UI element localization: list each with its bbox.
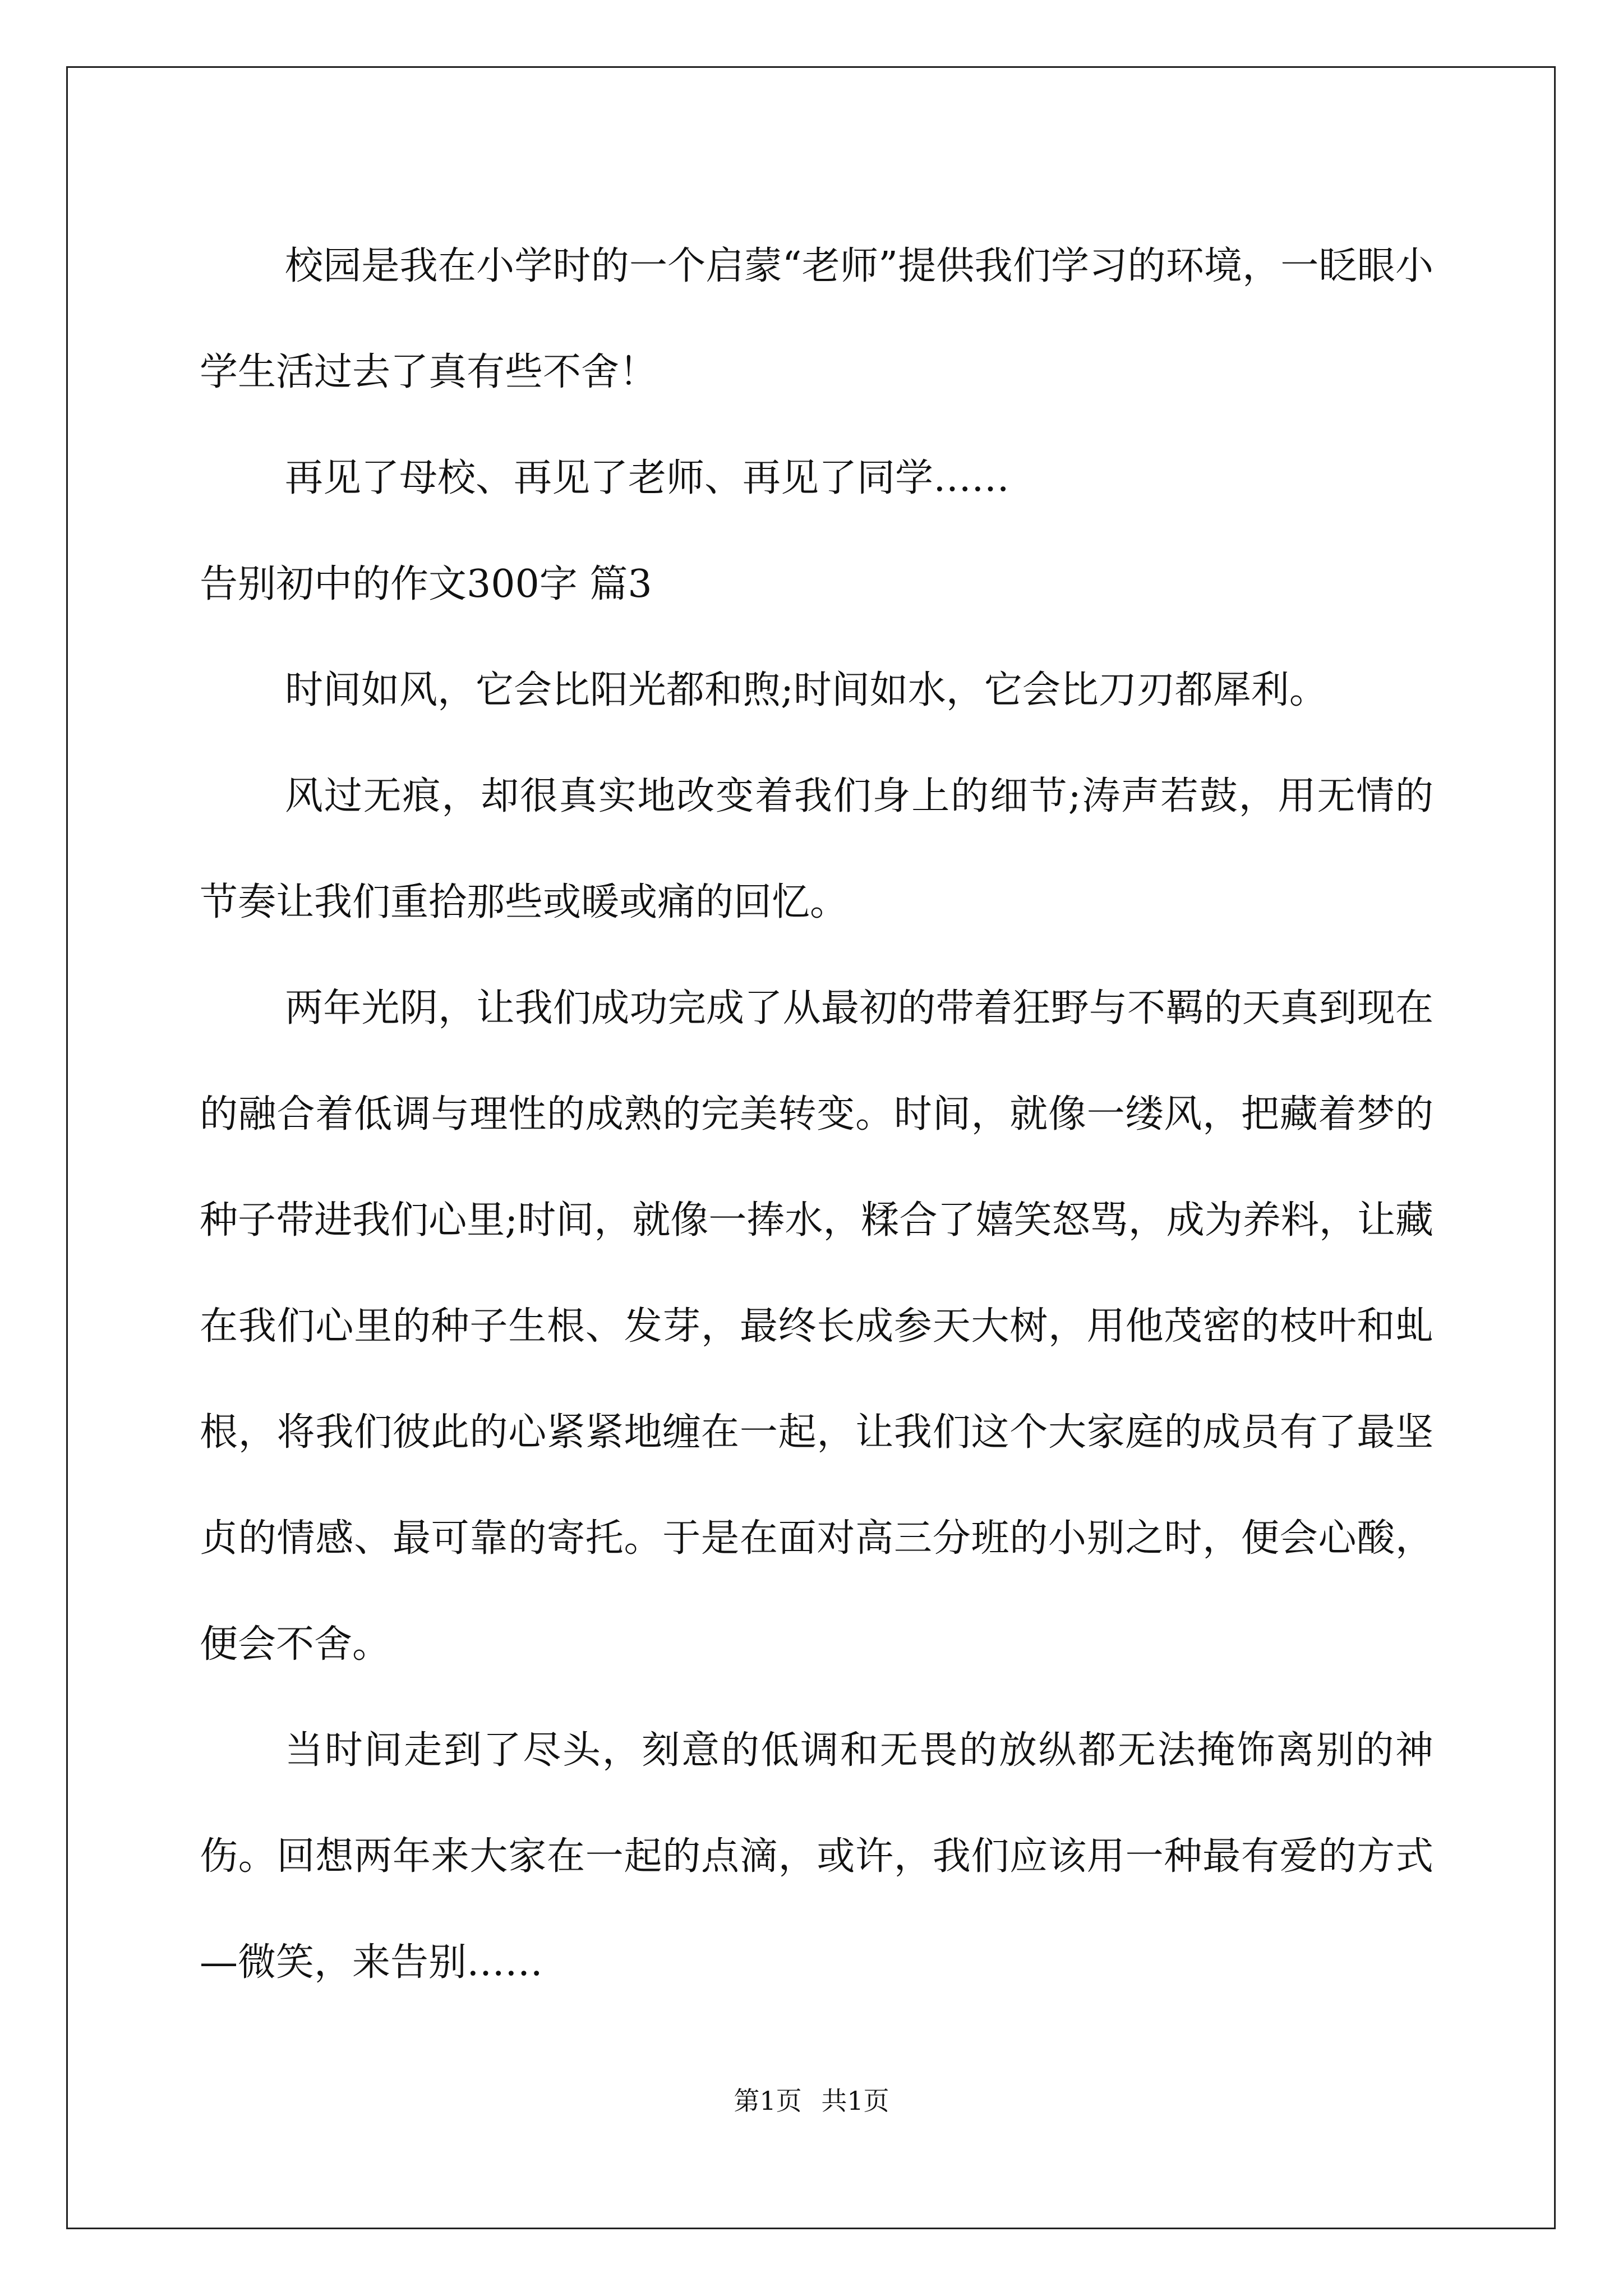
- paragraph-two-years: 两年光阴，让我们成功完成了从最初的带着狂野与不羁的天真到现在的融合着低调与理性的成熟的完美转变。时间，就像一缕风，把藏着梦的种子带进我们心里;时间，就像一捧水，糅合了嬉笑怒骂，成为养料，让藏在我们心里的种子生根、发芽，最终长成参天大树，用他茂密的枝叶和虬根，将我们彼此的心紧紧地缠在一起，让我们这个大家庭的成员有了最坚贞的情感、最可靠的寄托。于是在面对高三分班的小别之时，便会心酸，便会不舍。: [200, 986, 1433, 1667]
- page-total: 共1页: [821, 2086, 889, 2116]
- paragraph-time-wind: 时间如风，它会比阳光都和煦;时间如水，它会比刀刃都犀利。: [285, 668, 1327, 712]
- paragraph-campus: 校园是我在小学时的一个启蒙“老师”提供我们学习的环境，一眨眼小学生活过去了真有些不舍！: [200, 244, 1433, 394]
- page-footer: [0, 2084, 1623, 2118]
- paragraph-farewell: 再见了母校、再见了老师、再见了同学……: [285, 456, 1010, 500]
- page-number: 第1页: [734, 2086, 802, 2116]
- paragraph-end-of-time: 当时间走到了尽头，刻意的低调和无畏的放纵都无法掩饰离别的神伤。回想两年来大家在一起的点滴，或许，我们应该用一种最有爱的方式—微笑，来告别……: [200, 1728, 1433, 1985]
- paragraph-no-trace: 风过无痕，却很真实地改变着我们身上的细节;涛声若鼓，用无情的节奏让我们重拾那些或暖或痛的回忆。: [200, 774, 1433, 924]
- section-heading: 告别初中的作文300字 篇3: [200, 562, 652, 606]
- document-body: [200, 213, 1433, 2016]
